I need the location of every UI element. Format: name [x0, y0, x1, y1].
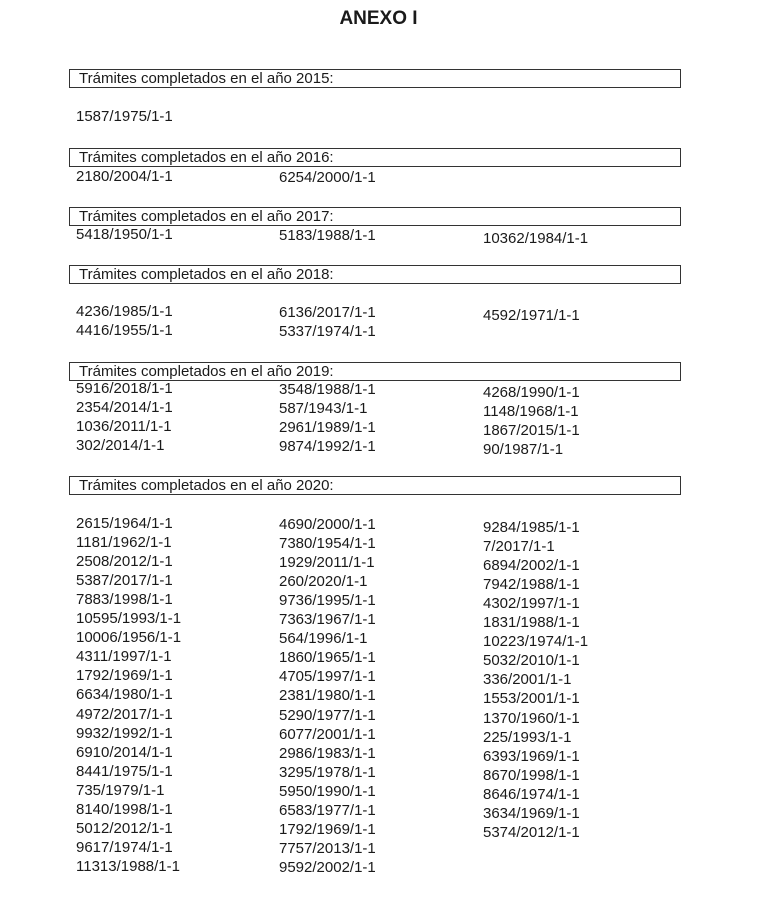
- procedure-code: 7883/1998/1-1: [76, 591, 173, 609]
- procedure-code: 7757/2013/1-1: [279, 839, 376, 857]
- procedure-code: 5374/2012/1-1: [483, 823, 580, 841]
- procedure-code: 6254/2000/1-1: [279, 169, 376, 186]
- procedure-code: 4268/1990/1-1: [483, 384, 580, 401]
- procedure-code: 5290/1977/1-1: [279, 706, 376, 724]
- procedure-code: 2508/2012/1-1: [76, 553, 173, 571]
- procedure-code: 3548/1988/1-1: [279, 381, 376, 398]
- procedure-code: 2961/1989/1-1: [279, 419, 376, 437]
- procedure-code: 4972/2017/1-1: [76, 705, 173, 723]
- procedure-code: 1587/1975/1-1: [76, 108, 173, 125]
- section-header: Trámites completados en el año 2017:: [69, 207, 681, 226]
- section-header: Trámites completados en el año 2020:: [69, 476, 681, 495]
- procedure-code: 336/2001/1-1: [483, 671, 572, 689]
- procedure-code: 1860/1965/1-1: [279, 649, 376, 667]
- procedure-code: 2986/1983/1-1: [279, 744, 376, 762]
- procedure-code: 6077/2001/1-1: [279, 725, 376, 743]
- procedure-code: 8140/1998/1-1: [76, 800, 173, 818]
- procedure-code: 2615/1964/1-1: [76, 515, 173, 532]
- procedure-code: 5387/2017/1-1: [76, 572, 173, 590]
- procedure-code: 1148/1968/1-1: [483, 403, 579, 421]
- procedure-code: 260/2020/1-1: [279, 573, 368, 591]
- procedure-code: 8441/1975/1-1: [76, 762, 173, 780]
- procedure-code: 4311/1997/1-1: [76, 648, 172, 666]
- procedure-code: 90/1987/1-1: [483, 441, 564, 459]
- procedure-code: 1792/1969/1-1: [76, 667, 173, 685]
- procedure-code: 6583/1977/1-1: [279, 801, 376, 819]
- procedure-code: 4236/1985/1-1: [76, 303, 173, 320]
- procedure-code: 8646/1974/1-1: [483, 785, 580, 803]
- procedure-code: 10223/1974/1-1: [483, 633, 589, 651]
- section-header: Trámites completados en el año 2016:: [69, 148, 681, 167]
- procedure-code: 9592/2002/1-1: [279, 858, 376, 876]
- section-header: Trámites completados en el año 2018:: [69, 265, 681, 284]
- procedure-code: 1831/1988/1-1: [483, 614, 580, 632]
- procedure-code: 1792/1969/1-1: [279, 820, 376, 838]
- procedure-code: 7380/1954/1-1: [279, 535, 376, 553]
- procedure-code: 10595/1993/1-1: [76, 610, 182, 628]
- procedure-code: 8670/1998/1-1: [483, 766, 580, 784]
- procedure-code: 5032/2010/1-1: [483, 652, 580, 670]
- procedure-code: 6136/2017/1-1: [279, 304, 376, 321]
- procedure-code: 1867/2015/1-1: [483, 422, 580, 440]
- procedure-code: 1929/2011/1-1: [279, 554, 375, 572]
- procedure-code: 10006/1956/1-1: [76, 629, 182, 647]
- procedure-code: 6910/2014/1-1: [76, 743, 173, 761]
- procedure-code: 3295/1978/1-1: [279, 763, 376, 781]
- procedure-code: 4705/1997/1-1: [279, 668, 376, 686]
- procedure-code: 225/1993/1-1: [483, 728, 572, 746]
- procedure-code: 1036/2011/1-1: [76, 418, 172, 436]
- procedure-code: 5950/1990/1-1: [279, 782, 376, 800]
- procedure-code: 9617/1974/1-1: [76, 838, 173, 856]
- procedure-code: 4690/2000/1-1: [279, 516, 376, 533]
- procedure-code: 9284/1985/1-1: [483, 519, 580, 536]
- procedure-code: 2381/1980/1-1: [279, 687, 376, 705]
- procedure-code: 5012/2012/1-1: [76, 819, 173, 837]
- procedure-code: 6634/1980/1-1: [76, 686, 173, 704]
- procedure-code: 7/2017/1-1: [483, 538, 555, 556]
- procedure-code: 1181/1962/1-1: [76, 534, 172, 552]
- procedure-code: 4302/1997/1-1: [483, 595, 580, 613]
- procedure-code: 9736/1995/1-1: [279, 592, 376, 610]
- procedure-code: 3634/1969/1-1: [483, 804, 580, 822]
- procedure-code: 302/2014/1-1: [76, 437, 165, 455]
- procedure-code: 2180/2004/1-1: [76, 168, 173, 185]
- procedure-code: 11313/1988/1-1: [76, 857, 180, 875]
- procedure-code: 4416/1955/1-1: [76, 322, 173, 340]
- procedure-code: 735/1979/1-1: [76, 781, 165, 799]
- procedure-code: 5337/1974/1-1: [279, 323, 376, 341]
- procedure-code: 5183/1988/1-1: [279, 227, 376, 244]
- procedure-code: 1370/1960/1-1: [483, 709, 580, 727]
- page-title: ANEXO I: [339, 8, 418, 29]
- section-header: Trámites completados en el año 2019:: [69, 362, 681, 381]
- procedure-code: 6393/1969/1-1: [483, 747, 580, 765]
- procedure-code: 587/1943/1-1: [279, 400, 368, 418]
- procedure-code: 2354/2014/1-1: [76, 399, 173, 417]
- procedure-code: 5916/2018/1-1: [76, 380, 173, 397]
- section-header: Trámites completados en el año 2015:: [69, 69, 681, 88]
- procedure-code: 10362/1984/1-1: [483, 230, 589, 247]
- procedure-code: 7942/1988/1-1: [483, 576, 580, 594]
- procedure-code: 9932/1992/1-1: [76, 724, 173, 742]
- procedure-code: 9874/1992/1-1: [279, 438, 376, 456]
- procedure-code: 564/1996/1-1: [279, 630, 368, 648]
- procedure-code: 4592/1971/1-1: [483, 307, 580, 324]
- procedure-code: 7363/1967/1-1: [279, 611, 376, 629]
- procedure-code: 5418/1950/1-1: [76, 226, 173, 243]
- procedure-code: 6894/2002/1-1: [483, 557, 580, 575]
- procedure-code: 1553/2001/1-1: [483, 690, 580, 708]
